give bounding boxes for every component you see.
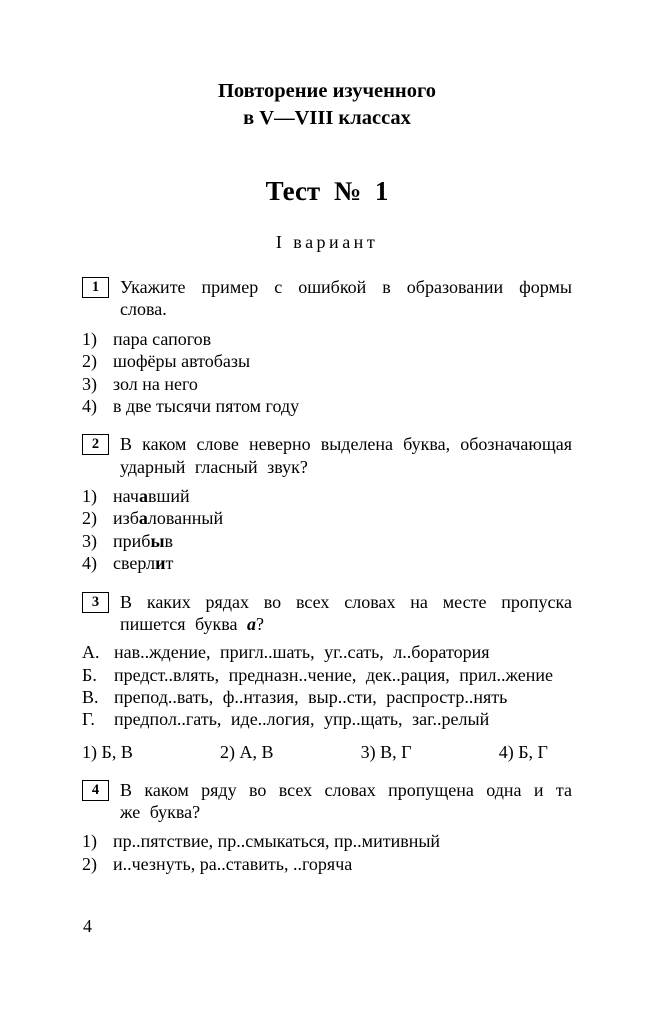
question-3-answer-choices — [82, 742, 572, 763]
word-suffix: в — [164, 530, 173, 551]
word-prefix: нач — [113, 485, 139, 506]
option-text — [113, 507, 223, 529]
list-item — [82, 708, 572, 730]
question-3-rows — [82, 641, 572, 731]
list-item — [82, 664, 572, 686]
section-header — [82, 78, 572, 132]
list-item — [82, 328, 572, 350]
list-item — [82, 530, 572, 552]
question-1-options — [82, 328, 572, 418]
row-text: препод..вать, ф..нтазия, выр..сти, распростр..нять — [114, 687, 508, 708]
section-header-line2: в V—VIII классах — [243, 107, 411, 130]
question-4-text: В каком ряду во всех словах пропущена одна и та же буква? — [120, 779, 572, 823]
list-item — [82, 507, 572, 529]
question-text-part: ? — [255, 613, 264, 634]
stressed-letter: и — [155, 553, 166, 574]
option-text: и..чезнуть, ра..ставить, ..горяча — [113, 853, 353, 874]
page-number: 4 — [83, 916, 92, 936]
row-text: предпол..гать, иде..логия, упр..щать, заг..релый — [114, 709, 490, 730]
question-2-text: В каком слове неверно выделена буква, обозначающая ударный гласный звук? — [120, 434, 572, 477]
option-label: 3) — [82, 530, 97, 551]
question-4-number-box: 4 — [82, 780, 109, 801]
question-3 — [82, 591, 572, 636]
question-2 — [82, 433, 572, 478]
stressed-letter: а — [138, 508, 148, 529]
option-label: 2) — [82, 853, 97, 874]
emphasized-letter: а — [246, 613, 256, 634]
option-label: 1) — [82, 485, 97, 506]
question-3-text — [120, 591, 572, 636]
answer-choice: 2) А, В — [220, 741, 274, 762]
word-suffix: лованный — [147, 508, 224, 529]
option-label: 4) — [82, 395, 97, 416]
question-1-number-box: 1 — [82, 277, 109, 298]
option-label: 1) — [82, 328, 97, 349]
question-4-options — [82, 830, 572, 875]
list-item — [82, 485, 572, 507]
section-header-line1: Повторение изученного — [217, 80, 437, 102]
question-1 — [82, 276, 572, 321]
question-3-number-box: 3 — [82, 592, 109, 613]
list-item — [82, 395, 572, 417]
question-1-text: Укажите пример с ошибкой в образовании формы слова. — [120, 277, 572, 320]
list-item — [82, 350, 572, 372]
row-label: Б. — [82, 664, 97, 685]
option-text: пр..пятствие, пр..смыкаться, пр..митивный — [113, 831, 441, 852]
list-item — [82, 552, 572, 574]
option-label: 1) — [82, 831, 97, 852]
answer-choice: 4) Б, Г — [498, 741, 548, 762]
question-text-part: В каких рядах во всех словах на месте пропуска пишется буква — [120, 591, 572, 634]
answer-choice: 3) В, Г — [360, 741, 412, 762]
question-2-number-box: 2 — [82, 434, 109, 455]
option-label: 4) — [82, 553, 97, 574]
variant-heading: I вариант — [275, 232, 379, 253]
row-label: А. — [82, 642, 100, 663]
option-text — [113, 530, 173, 552]
option-label: 2) — [82, 508, 97, 529]
row-label: В. — [82, 687, 99, 708]
option-label: 3) — [82, 373, 97, 394]
row-text: нав..ждение, пригл..шать, уг..сать, л..боратория — [114, 642, 490, 663]
option-label: 2) — [82, 351, 97, 372]
question-4 — [82, 779, 572, 824]
list-item — [82, 830, 572, 852]
option-text: зол на него — [113, 373, 198, 394]
answer-choice: 1) Б, В — [82, 741, 133, 762]
option-text: пара сапогов — [113, 328, 212, 349]
question-2-options — [82, 485, 572, 575]
option-text — [113, 485, 190, 507]
row-text: предст..влять, предназн..чение, дек..рация, прил..жение — [114, 664, 553, 685]
word-suffix: вший — [147, 485, 190, 506]
list-item — [82, 686, 572, 708]
word-prefix: сверл — [113, 553, 156, 574]
test-title: Тест № 1 — [265, 176, 389, 207]
option-text: в две тысячи пятом году — [113, 395, 300, 416]
row-label: Г. — [82, 709, 95, 730]
word-prefix: изб — [113, 508, 139, 529]
option-text — [113, 552, 173, 574]
option-text: шофёры автобазы — [113, 351, 251, 372]
word-prefix: приб — [113, 530, 151, 551]
word-suffix: т — [165, 553, 174, 574]
list-item — [82, 853, 572, 875]
list-item — [82, 641, 572, 663]
list-item — [82, 373, 572, 395]
stressed-letter: ы — [150, 530, 165, 551]
stressed-letter: а — [138, 485, 148, 506]
